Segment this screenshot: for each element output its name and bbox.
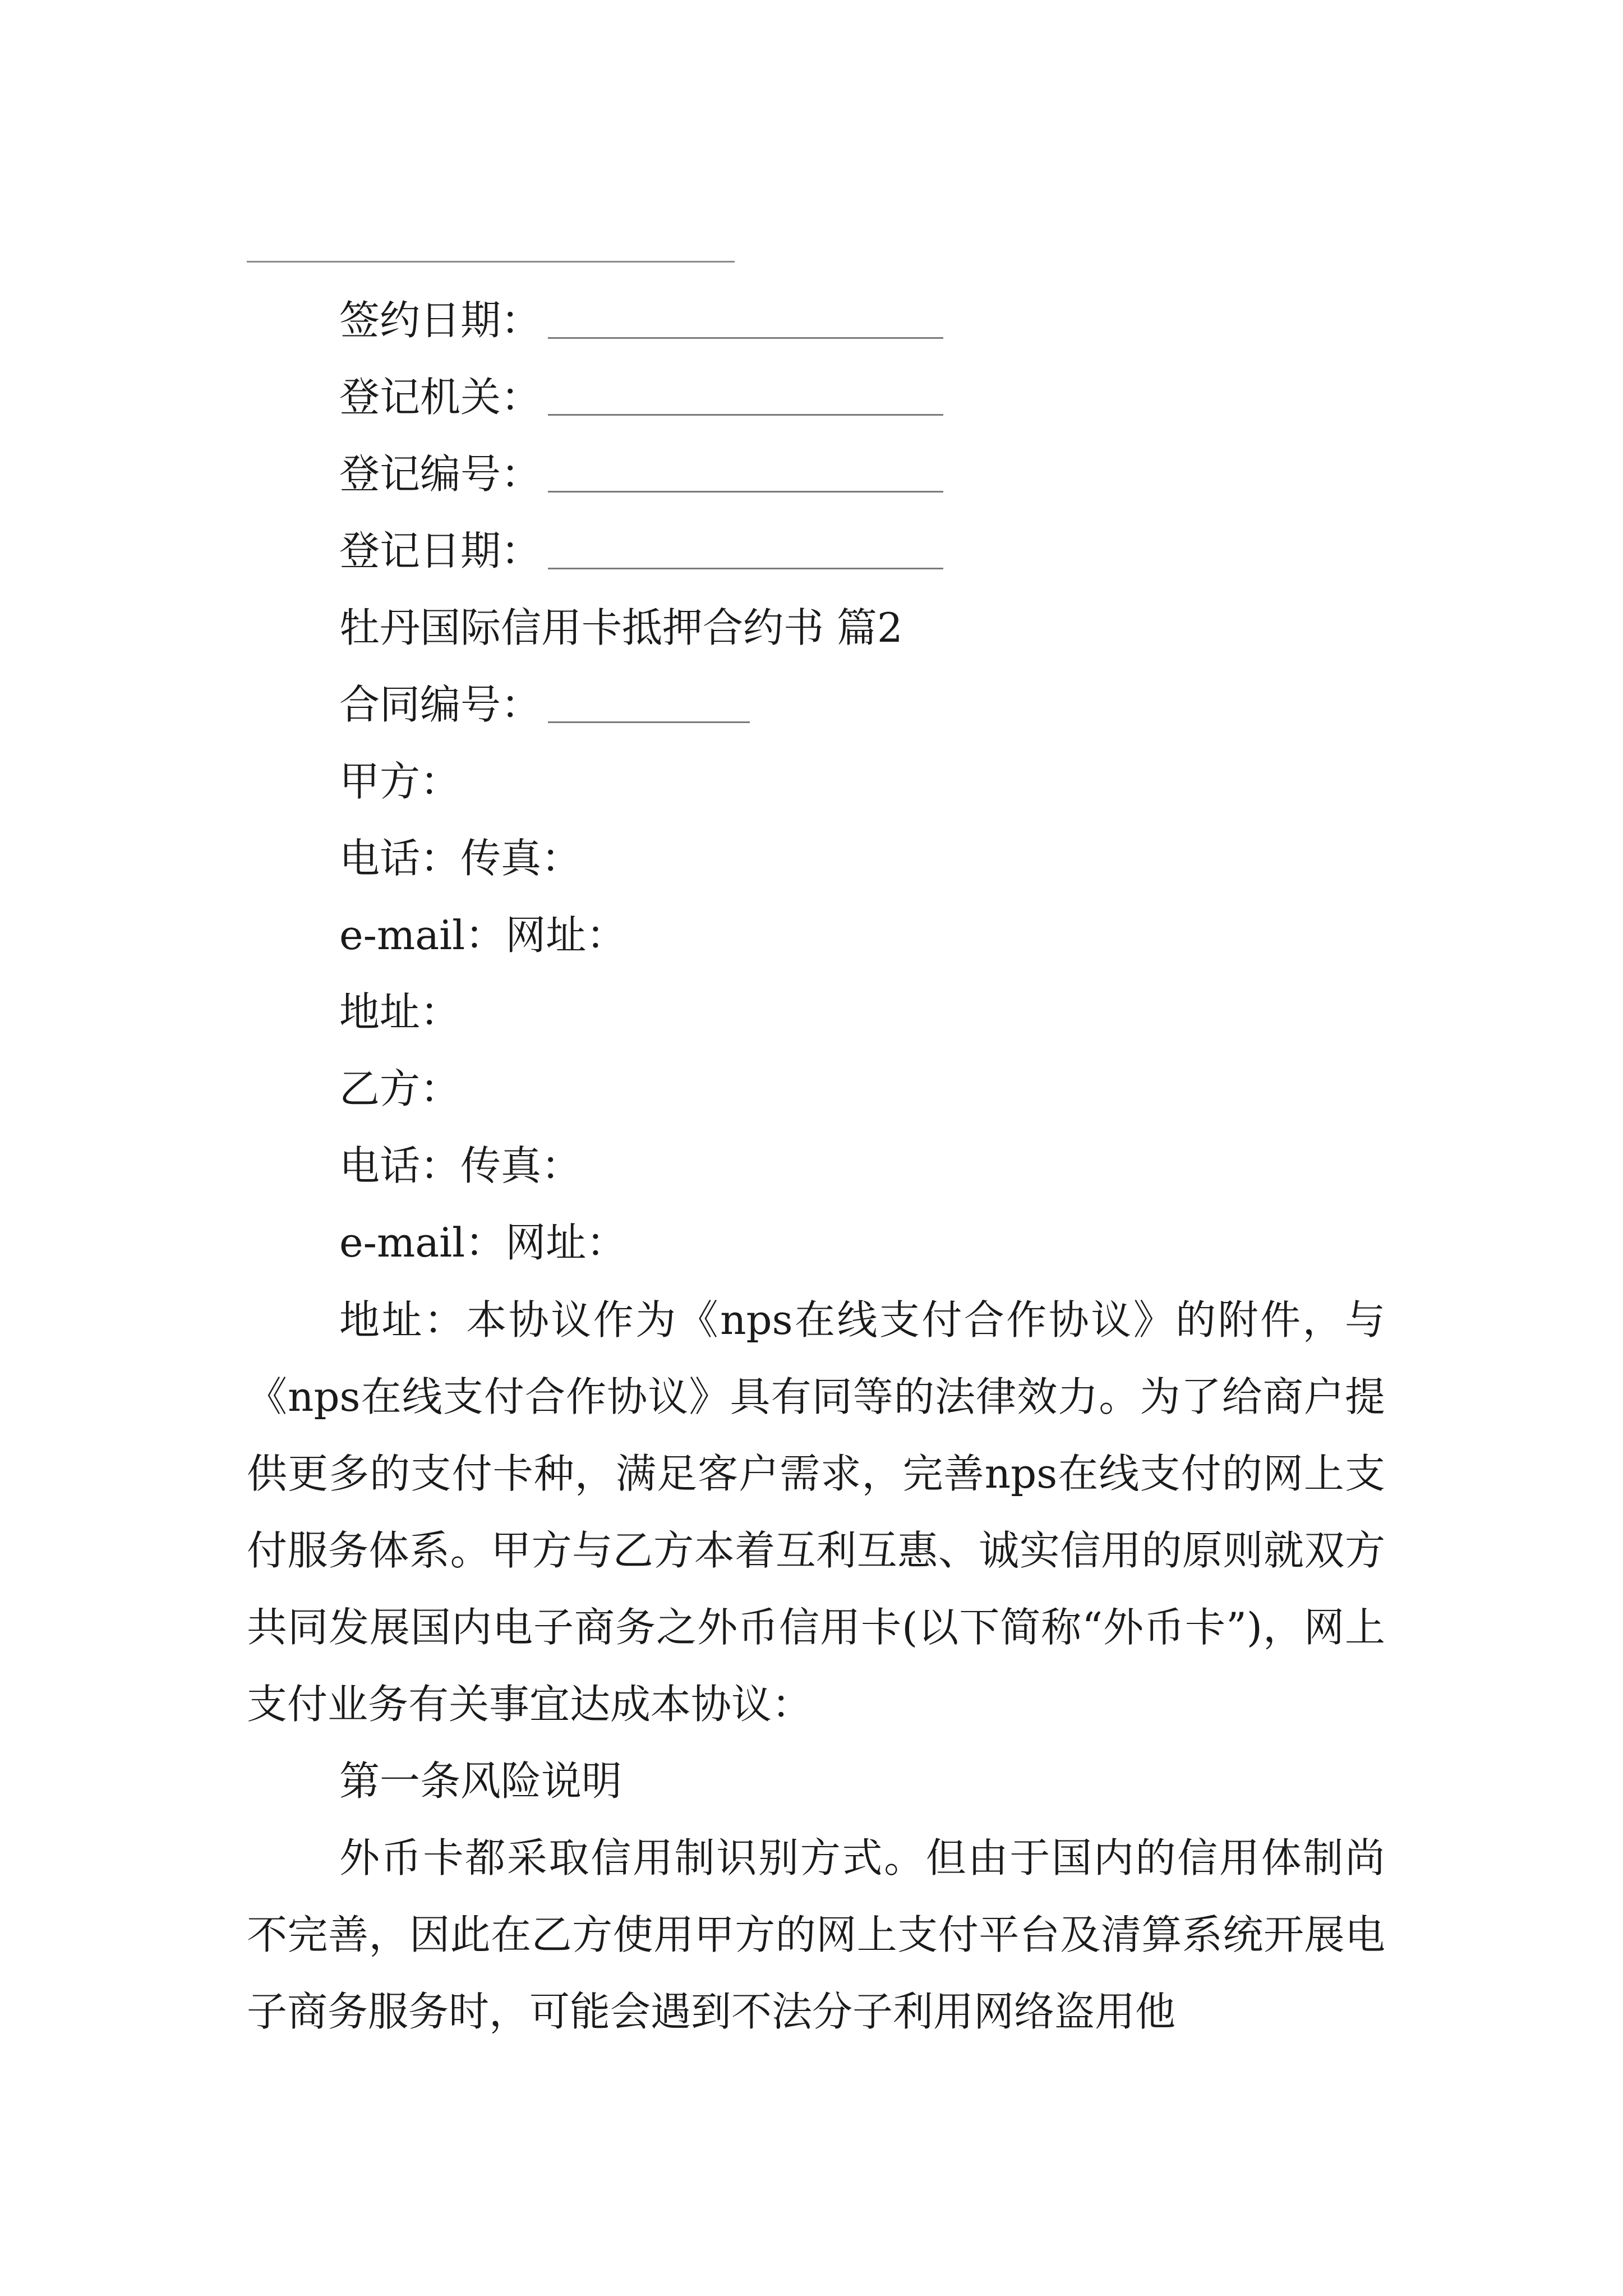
register-date-line bbox=[339, 527, 943, 574]
sign-date-line bbox=[339, 297, 943, 344]
party-b-email-web: e-mail：网址： bbox=[339, 1219, 627, 1266]
register-number-blank bbox=[548, 491, 943, 493]
sign-date-label: 签约日期： bbox=[339, 297, 542, 344]
party-a-email-web: e-mail：网址： bbox=[339, 912, 627, 959]
register-number-label: 登记编号： bbox=[339, 450, 542, 498]
party-b-label: 乙方： bbox=[339, 1065, 461, 1112]
party-a-address: 地址： bbox=[339, 988, 461, 1036]
party-a-label: 甲方： bbox=[339, 758, 461, 805]
article1-body: 外币卡都采取信用制识别方式。但由于国内的信用体制尚不完善，因此在乙方使用甲方的网上支付平台及清算系统开展电子商务服务时，可能会遇到不法分子利用网络盗用他 bbox=[247, 1834, 1385, 2035]
sign-date-blank bbox=[548, 337, 943, 339]
party-a-phone-fax: 电话：传真： bbox=[339, 835, 582, 882]
contract-number-line bbox=[339, 681, 750, 728]
contract-number-label: 合同编号： bbox=[339, 681, 542, 728]
register-office-blank bbox=[548, 414, 943, 416]
register-number-line bbox=[339, 450, 943, 498]
signature-rule bbox=[247, 261, 735, 263]
party-b-phone-fax: 电话：传真： bbox=[339, 1142, 582, 1189]
register-date-blank bbox=[548, 568, 943, 569]
register-office-line bbox=[339, 374, 943, 421]
contract-number-blank bbox=[548, 721, 750, 723]
intro-paragraph: 地址：本协议作为《nps在线支付合作协议》的附件，与《nps在线支付合作协议》具有同等的法律效力。为了给商户提供更多的支付卡种，满足客户需求，完善nps在线支付的网上支付服务体系。甲方与乙方本着互利互惠、诚实信用的原则就双方共同发展国内电子商务之外币信用卡(以下简称“外币卡”)，网上支付业务有关事宜达成本协议： bbox=[247, 1296, 1385, 1728]
register-office-label: 登记机关： bbox=[339, 374, 542, 421]
article1-title: 第一条风险说明 bbox=[339, 1757, 623, 1805]
section-title: 牡丹国际信用卡抵押合约书 篇2 bbox=[339, 604, 903, 651]
register-date-label: 登记日期： bbox=[339, 527, 542, 574]
